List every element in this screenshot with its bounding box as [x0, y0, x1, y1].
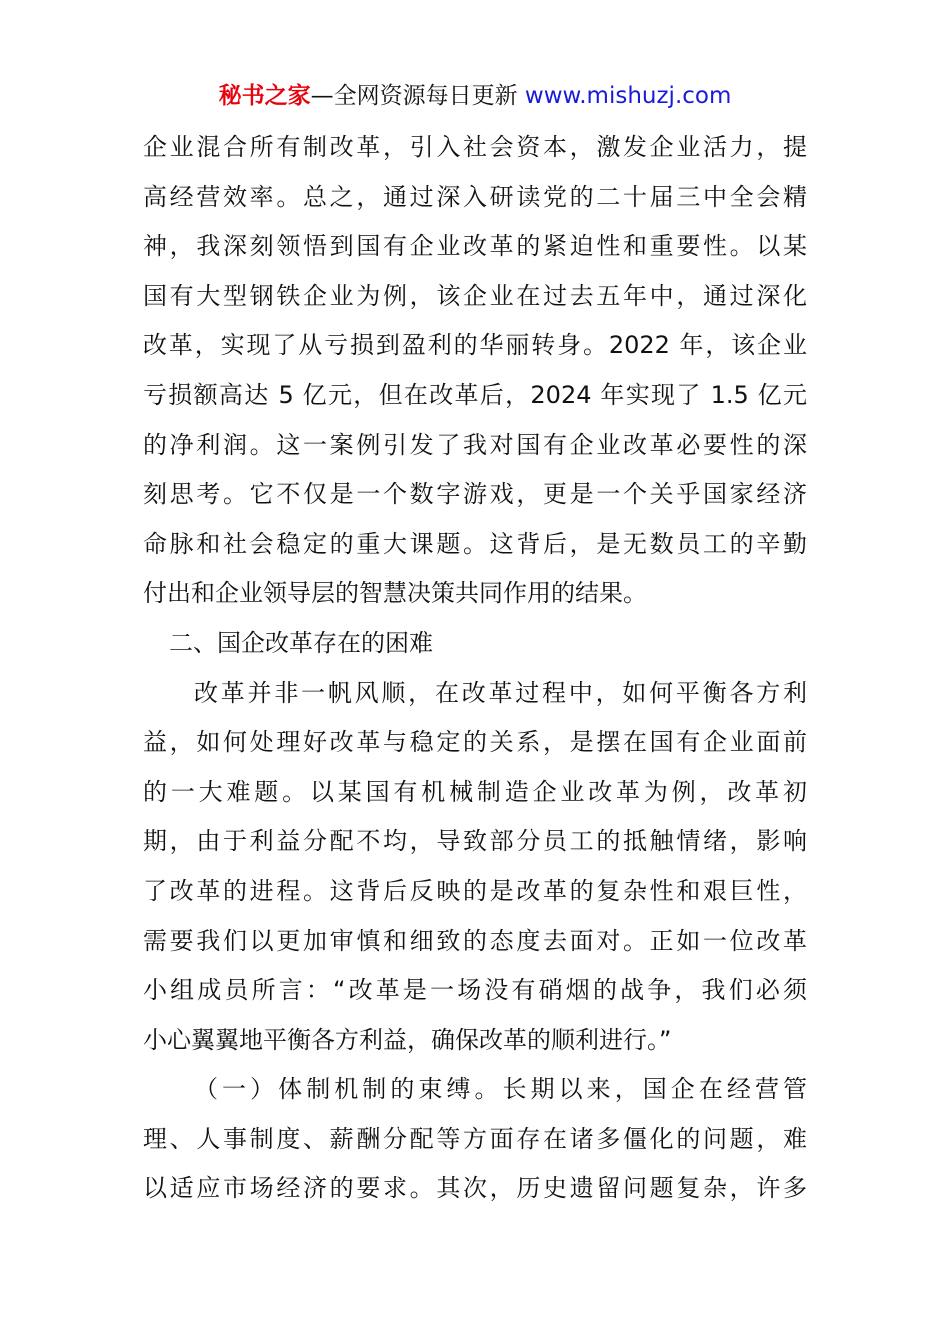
text-line: 的一大难题。以某国有机械制造企业改革为例，改革初 — [143, 777, 807, 806]
text-line: （一）体制机制的束缚。长期以来，国企在经营管 — [194, 1075, 807, 1104]
text-line: 小组成员所言：“改革是一场没有硝烟的战争，我们必须 — [143, 976, 807, 1005]
text-line: 了改革的进程。这背后反映的是改革的复杂性和艰巨性， — [143, 876, 807, 905]
text-line: 命脉和社会稳定的重大课题。这背后，是无数员工的辛勤 — [143, 529, 807, 558]
text-line: 小心翼翼地平衡各方利益，确保改革的顺利进行。” — [143, 1025, 672, 1054]
text-line: 亏损额高达 5 亿元，但在改革后，2024 年实现了 1.5 亿元 — [143, 380, 807, 409]
site-url-link[interactable]: www.mishuzj.com — [524, 83, 732, 109]
text-line: 需要我们以更加审慎和细致的态度去面对。正如一位改革 — [143, 926, 807, 955]
text-line: 改革，实现了从亏损到盈利的华丽转身。2022 年，该企业 — [143, 331, 807, 360]
text-line: 刻思考。它不仅是一个数字游戏，更是一个关乎国家经济 — [143, 480, 807, 509]
text-line: 理、人事制度、薪酬分配等方面存在诸多僵化的问题，难 — [143, 1124, 807, 1153]
text-line: 改革并非一帆风顺，在改革过程中，如何平衡各方利 — [194, 678, 807, 707]
text-line: 付出和企业领导层的智慧决策共同作用的结果。 — [143, 579, 647, 608]
text-line: 益，如何处理好改革与稳定的关系，是摆在国有企业面前 — [143, 728, 807, 757]
site-tagline: —全网资源每日更新 — [310, 83, 525, 109]
text-line: 以适应市场经济的要求。其次，历史遗留问题复杂，许多 — [143, 1174, 807, 1203]
text-line: 二、国企改革存在的困难 — [169, 628, 433, 657]
text-line: 国有大型钢铁企业为例，该企业在过去五年中，通过深化 — [143, 281, 807, 310]
document-body — [143, 123, 807, 1214]
text-line: 的净利润。这一案例引发了我对国有企业改革必要性的深 — [143, 430, 807, 459]
text-line: 神，我深刻领悟到国有企业改革的紧迫性和重要性。以某 — [143, 232, 807, 261]
text-line: 企业混合所有制改革，引入社会资本，激发企业活力，提 — [143, 133, 807, 161]
site-brand: 秘书之家 — [218, 83, 311, 109]
text-line: 期，由于利益分配不均，导致部分员工的抵触情绪，影响 — [143, 827, 807, 856]
site-header — [0, 80, 950, 112]
text-line: 高经营效率。总之，通过深入研读党的二十届三中全会精 — [143, 182, 807, 211]
